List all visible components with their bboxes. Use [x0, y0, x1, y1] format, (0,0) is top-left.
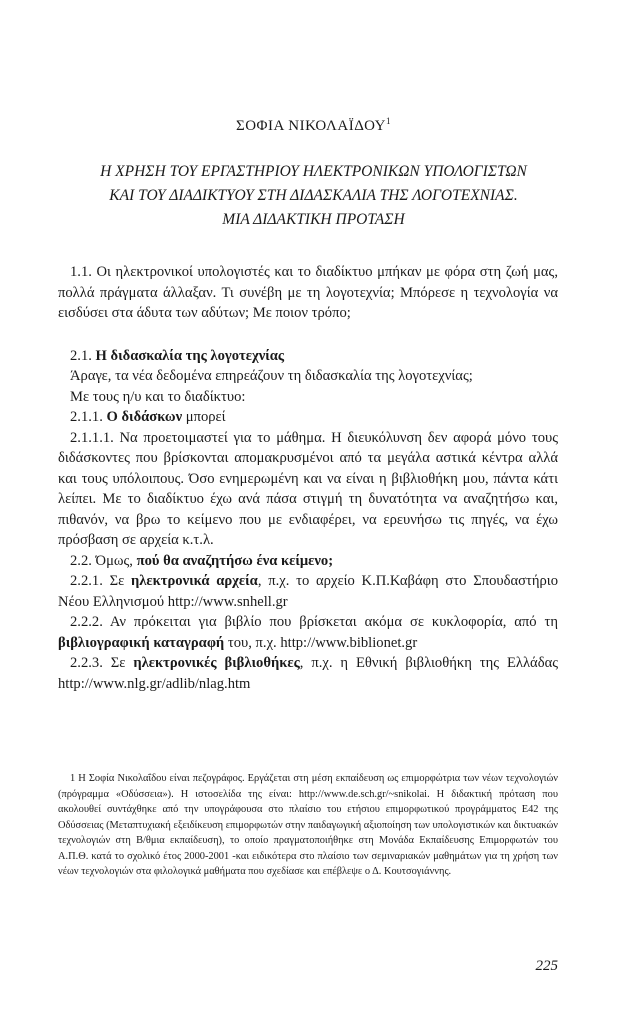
section-2-1-title: Η διδασκαλία της λογοτεχνίας	[95, 347, 285, 364]
section-2-2-bold: πού θα αναζητήσω ένα κείμενο;	[136, 552, 334, 569]
section-2-1-line-2: Με τους η/υ και το διαδίκτυο:	[70, 388, 246, 405]
author-name: ΣΟΦΙΑ ΝΙΚΟΛΑΪΔΟΥ	[235, 118, 387, 134]
paragraph-1-1: 1.1. Οι ηλεκτρονικοί υπολογιστές και το διαδίκτυο μπήκαν με φόρα στη ζωή μας, πολλά πράγματα άλλαξαν. Τι συνέβη με τη λογοτεχνία; Μπόρεσε η τεχνολογία να εισδύσει στα άδυτα των αδύτων; Με ποιον τρόπο;	[58, 264, 558, 321]
section-2-2: 2.2. Όμως, πού θα αναζητήσω ένα κείμενο;	[70, 552, 334, 569]
section-2-2-2: 2.2.2. Αν πρόκειται για βιβλίο που βρίσκεται ακόμα σε κυκλοφορία, από τη βιβλιογραφική καταγραφή του, π.χ. http://www.biblionet.gr	[58, 614, 558, 651]
page-number: 225	[535, 958, 558, 974]
section-2-2-1: 2.2.1. Σε ηλεκτρονικά αρχεία, π.χ. το αρχείο Κ.Π.Καβάφη στο Σπουδαστήριο Νέου Ελληνισμού http://www.snhell.gr	[58, 573, 558, 610]
footnote-text: 1 Η Σοφία Νικολαΐδου είναι πεζογράφος. Εργάζεται στη μέση εκπαίδευση ως επιμορφώτρια των νέων τεχνολογιών (πρόγραμμα «Οδύσσεια»). Η ιστοσελίδα της είναι: http://www.de.sch.gr/~snikolai. Η διδακτική πρόταση που ακολουθεί συντάχθηκε από την υπογράφουσα στο πλαίσιο του ετήσιου επιμορφωτικού προγράμματος Ε42 της Οδύσσειας (Μεταπτυχιακή εξειδίκευση επιμορφωτών στην παιδαγωγική αξιοποίηση των υπολογιστικών και δικτυακών τεχνολογιών στη Β/θμια εκπαίδευση), το οποίο πραγματοποιήθηκε στη Μονάδα Εκπαίδευσης Επιμορφωτών του Α.Π.Θ. κατά το σχολικό έτος 2000-2001 -και ειδικότερα στο πλαίσιο των σεμιναριακών μαθημάτων για τη χρήση των νέων τεχνολογιών στα φιλολογικά μαθήματα που σχεδίασε και επέβλεψε ο Δ. Κουτσογιάννης.	[58, 773, 558, 877]
section-2-2-3: 2.2.3. Σε ηλεκτρονικές βιβλιοθήκες, π.χ. η Εθνική βιβλιοθήκη της Ελλάδας http://www.nlg.gr/adlib/nlag.htm	[58, 655, 559, 692]
footnote	[58, 771, 558, 880]
body-text	[58, 262, 558, 694]
title-line-3: ΜΙΑ ΔΙΔΑΚΤΙΚΗ ΠΡΟΤΑΣΗ	[222, 211, 405, 228]
author-heading	[0, 116, 627, 135]
section-2-1-line-1: Άραγε, τα νέα δεδομένα επηρεάζουν τη διδασκαλία της λογοτεχνίας;	[70, 368, 473, 384]
title-line-2: ΚΑΙ ΤΟΥ ΔΙΑΔΙΚΤΥΟΥ ΣΤΗ ΔΙΔΑΣΚΑΛΙΑ ΤΗΣ ΛΟΓΟΤΕΧΝΙΑΣ.	[109, 187, 518, 204]
title-line-1: Η ΧΡΗΣΗ ΤΟΥ ΕΡΓΑΣΤΗΡΙΟΥ ΗΛΕΚΤΡΟΝΙΚΩΝ ΥΠΟΛΟΓΙΣΤΩΝ	[100, 163, 527, 180]
section-2-1-heading: 2.1. Η διδασκαλία της λογοτεχνίας	[70, 347, 285, 364]
paper-title	[40, 160, 587, 232]
section-2-1-1-1: 2.1.1.1. Να προετοιμαστεί για το μάθημα. Η διευκόλυνση δεν αφορά μόνο τους διδάσκοντες που βρίσκονται απομακρυσμένοι από τα μεγάλα αστικά κέντρα αλλά και τους υπόλοιπους. Όσο ενημερωμένη και να είναι η βιβλιοθήκη μου, πάντα κάτι λείπει. Με το διαδίκτυο έχω ανά πάσα στιγμή τη δυνατότητα να αναζητήσω και, πιθανόν, να βρω το κείμενο που με ενδιαφέρει, να ερευνήσω τις πηγές, να έχω πρόσβαση σε αρχεία κ.τ.λ.	[58, 429, 558, 548]
section-2-1-1-heading: 2.1.1. Ο διδάσκων μπορεί	[70, 409, 226, 425]
footnote-mark: 1	[386, 116, 392, 126]
section-2-1-1-bold: Ο διδάσκων	[106, 409, 183, 425]
